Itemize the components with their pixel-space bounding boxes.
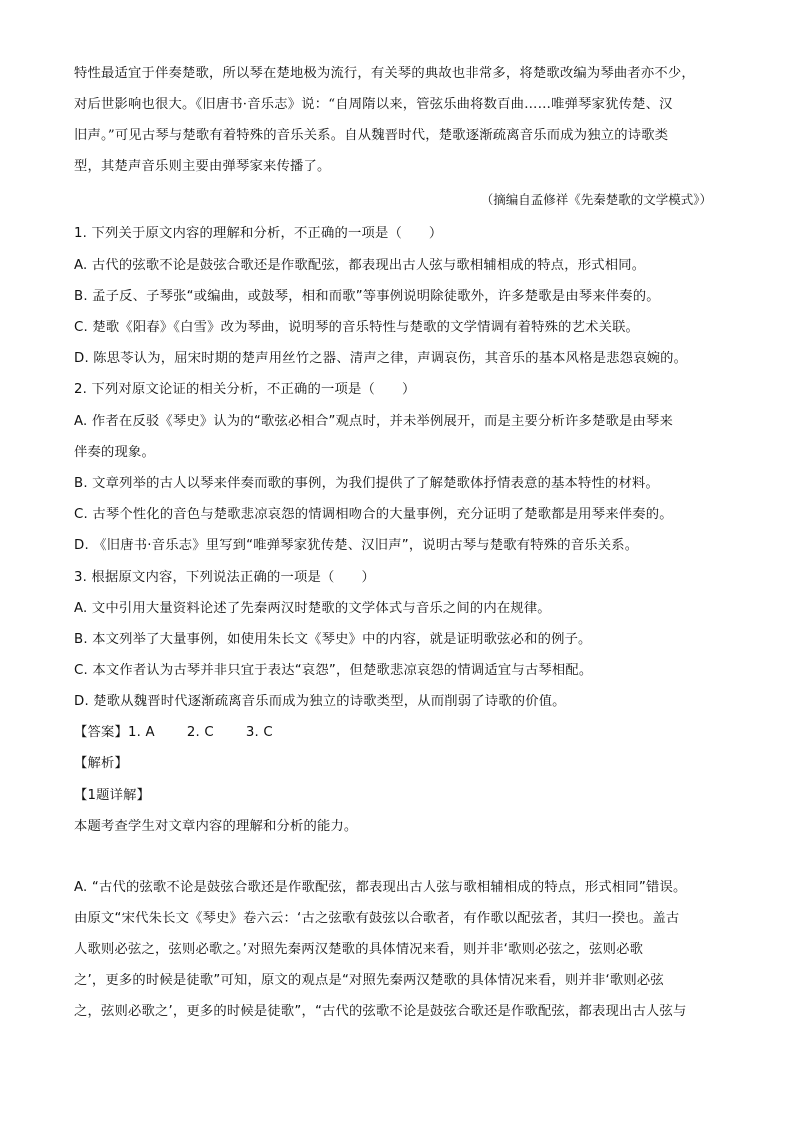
question-3-option-c: C. 本文作者认为古琴并非只宜于表达“哀怨”，但楚歌悲凉哀怨的情调适宜与古琴相配。 (74, 663, 593, 678)
detail-line: 由原文“宋代朱长文《琴史》卷六云：‘古之弦歌有鼓弦以合歌者，有作歌以配弦者，其归一揆也。盖古 (74, 911, 680, 926)
detail-line: A. “古代的弦歌不论是鼓弦合歌还是作歌配弦，都表现出古人弦与歌相辅相成的特点，形式相同”错误。 (74, 880, 687, 895)
question-2-option-c: C. 古琴个性化的音色与楚歌悲凉哀怨的情调相吻合的大量事例，充分证明了楚歌都是用琴来伴奏的。 (74, 507, 673, 522)
answer-item: 3. C (245, 725, 273, 740)
question-3-option-b: B. 本文列举了大量事例，如使用朱长文《琴史》中的内容，就是证明歌弦必和的例子。 (74, 632, 592, 647)
question-2-stem: 2. 下列对原文论证的相关分析，不正确的一项是（ ） (74, 382, 416, 397)
detail-label: 【1题详解】 (74, 788, 151, 803)
question-3-stem: 3. 根据原文内容，下列说法正确的一项是（ ） (74, 570, 375, 585)
passage-tail (74, 58, 724, 182)
detail-line: 之，弦则必歌之’，更多的时候是徒歌”，“古代的弦歌不论是鼓弦合歌还是作歌配弦，都表现出古人弦与 (74, 1004, 687, 1019)
detail-line: 人歌则必弦之，弦则必歌之。’对照先秦两汉楚歌的具体情况来看，则并非‘歌则必弦之，弦则必歌 (74, 942, 644, 957)
answer-label: 【答案】 (74, 725, 128, 740)
question-2-option-a-cont: 伴奏的现象。 (74, 445, 155, 460)
answer-line (74, 721, 273, 740)
detail-line: 之’，更多的时候是徒歌”可知，原文的观点是“对照先秦两汉楚歌的具体情况来看，则并非‘歌则必弦 (74, 973, 664, 988)
question-1-option-a: A. 古代的弦歌不论是鼓弦合歌还是作歌配弦，都表现出古人弦与歌相辅相成的特点，形式相同。 (74, 258, 646, 273)
question-1-option-d: D. 陈思苓认为，屈宋时期的楚声用丝竹之器、清声之律，声调哀伤，其音乐的基本风格是悲怨哀婉的。 (74, 351, 688, 366)
question-3-option-d: D. 楚歌从魏晋时代逐渐疏离音乐而成为独立的诗歌类型，从而削弱了诗歌的价值。 (74, 694, 566, 709)
question-3-option-a: A. 文中引用大量资料论述了先秦两汉时楚歌的文学体式与音乐之间的内在规律。 (74, 601, 551, 616)
passage-line: 对后世影响也很大。《旧唐书·音乐志》说：“自周隋以来，管弦乐曲将数百曲……唯弹琴家犹传楚、汉 (74, 97, 673, 112)
question-1-option-c: C. 楚歌《阳春》《白雪》改为琴曲，说明琴的音乐特性与楚歌的文学情调有着特殊的艺术关联。 (74, 320, 640, 335)
question-2-option-a: A. 作者在反驳《琴史》认为的“歌弦必相合”观点时，并未举例展开，而是主要分析许多楚歌是由琴来 (74, 414, 673, 429)
question-2-option-b: B. 文章列举的古人以琴来伴奏而歌的事例，为我们提供了了解楚歌体抒情表意的基本特性的材料。 (74, 476, 660, 491)
passage-line: 特性最适宜于伴奏楚歌，所以琴在楚地极为流行，有关琴的典故也非常多，将楚歌改编为琴曲者亦不少， (74, 66, 695, 81)
question-1-option-b: B. 孟子反、子琴张“或编曲，或鼓琴，相和而歌”等事例说明除徒歌外，许多楚歌是由琴来伴奏的。 (74, 289, 660, 304)
answer-item: 1. A (128, 725, 155, 740)
detail-intro: 本题考查学生对文章内容的理解和分析的能力。 (74, 819, 358, 834)
answer-item: 2. C (186, 725, 214, 740)
question-1-stem: 1. 下列关于原文内容的理解和分析，不正确的一项是（ ） (74, 226, 443, 241)
passage-line: 旧声。”可见古琴与楚歌有着特殊的音乐关系。自从魏晋时代，楚歌逐渐疏离音乐而成为独立的诗歌类 (74, 128, 669, 143)
passage-line: 型，其楚声音乐则主要由弹琴家来传播了。 (74, 159, 331, 174)
analysis-label: 【解析】 (74, 756, 128, 771)
question-2-option-d: D. 《旧唐书·音乐志》里写到“唯弹琴家犹传楚、汉旧声”，说明古琴与楚歌有特殊的音乐关系。 (74, 538, 639, 553)
source-citation: （摘编自孟修祥《先秦楚歌的文学模式》） (480, 192, 712, 207)
